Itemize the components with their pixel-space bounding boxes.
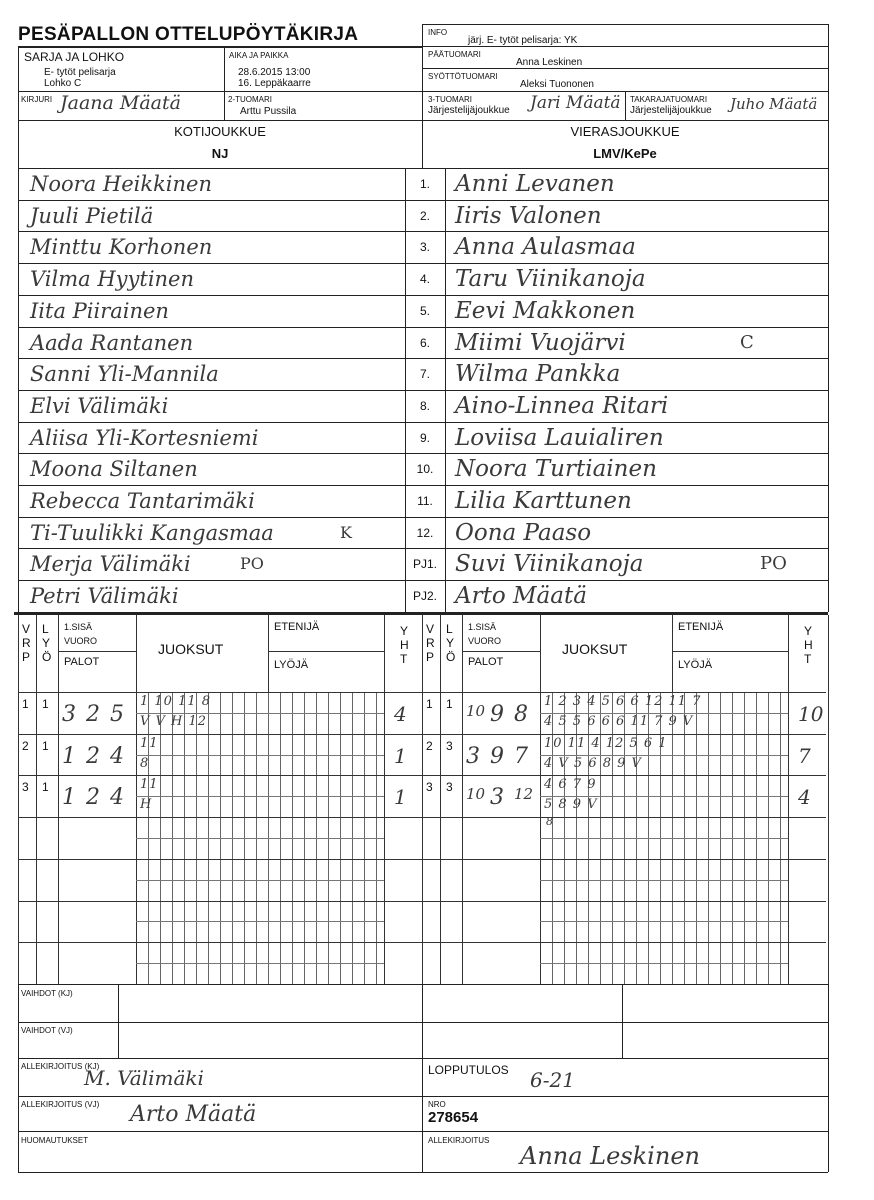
home-player-name: Iita Piirainen [30, 298, 169, 323]
period-runs-bottom: V V H 12 [140, 714, 208, 729]
score-header-juoksut: JUOKSUT [158, 641, 224, 657]
home-player-name: Ti-Tuulikki Kangasmaa [30, 520, 274, 545]
lopputulos-value: 6-21 [530, 1068, 575, 1092]
home-player-mark: K [340, 522, 352, 542]
home-player-mark: PO [240, 554, 264, 574]
score-header-yht_h: H [400, 638, 409, 652]
score-header-vuoro: VUORO [468, 636, 502, 646]
period-palot: 10 [466, 785, 486, 804]
away-player-name: Anni Levanen [455, 171, 615, 197]
score-header-yht_y: Y [400, 624, 409, 638]
score-header-l: L [446, 622, 453, 636]
nro-label: NRO [428, 1100, 446, 1109]
home-player-name: Aada Rantanen [30, 330, 194, 355]
aika-value-2: 16. Leppäkaarre [238, 78, 311, 89]
score-header-r: R [426, 636, 435, 650]
score-header-o: Ö [42, 650, 52, 664]
period-palot: 8 [514, 702, 528, 727]
home-player-name: Vilma Hyytinen [30, 267, 195, 292]
period-vrp: 2 [426, 738, 433, 753]
period-total: 1 [394, 743, 407, 768]
period-palot: 10 [466, 702, 486, 720]
away-player-name: Loviisa Lauialiren [455, 424, 664, 451]
paatuomari-label: PÄÄTUOMARI [428, 50, 481, 59]
away-player-name: Suvi Viinikanoja [455, 551, 644, 578]
score-header-sisa: 1.SISÄ [64, 622, 93, 632]
tuomari2-label: 2-TUOMARI [228, 95, 272, 104]
period-runs-bottom: 4 5 5 6 6 6 11 7 9 V [544, 714, 694, 729]
period-runs-top: 1 10 11 8 [140, 694, 212, 709]
roster-number: PJ2. [412, 589, 437, 604]
roster-number: 11. [417, 494, 433, 508]
score-header-y: Y [446, 636, 455, 650]
period-palot: 1 [62, 743, 76, 769]
score-header-p: P [426, 650, 435, 664]
sarja-label: SARJA JA LOHKO [24, 50, 125, 64]
kirjuri-label: KIRJURI [21, 95, 53, 104]
away-player-name: Anna Aulasmaa [455, 234, 636, 261]
period-total: 4 [394, 702, 407, 726]
allekirjoitus-label: ALLEKIRJOITUS [428, 1136, 490, 1145]
home-player-name: Minttu Korhonen [30, 235, 213, 260]
period-ly: 3 [446, 738, 453, 753]
form-title: PESÄPALLON OTTELUPÖYTÄKIRJA [18, 24, 359, 45]
period-palot: 3 [466, 743, 480, 769]
period-ly: 1 [446, 697, 453, 711]
period-runs-bottom: 4 V 5 6 8 9 V [544, 755, 642, 771]
info-label: INFO [428, 28, 448, 37]
aika-label: AIKA JA PAIKKA [229, 51, 289, 60]
roster-number: 7. [419, 367, 430, 382]
period-runs-top: 4 6 7 9 [544, 777, 597, 793]
period-vrp: 2 [22, 738, 29, 753]
nro-value: 278654 [428, 1109, 479, 1126]
score-header-p: P [22, 650, 31, 664]
away-player-name: Aino-Linnea Ritari [455, 392, 669, 419]
allekirjoitus-kj-label: ALLEKIRJOITUS (KJ) [21, 1062, 100, 1071]
period-total: 10 [798, 702, 824, 726]
score-header-vuoro: VUORO [64, 636, 98, 646]
syottotuomari-label: SYÖTTÖTUOMARI [428, 72, 498, 81]
roster-number: 12. [416, 525, 434, 540]
period-runs-bottom: 5 8 9 V [544, 797, 598, 813]
aika-value-1: 28.6.2015 13:00 [238, 67, 311, 78]
score-header-v: V [426, 622, 435, 636]
roster-number: 3. [419, 240, 430, 255]
away-player-name: Noora Turtiainen [455, 456, 657, 483]
period-palot: 3 [490, 785, 504, 811]
sarja-value-2: Lohko C [44, 78, 82, 89]
roster-number: PJ1. [412, 557, 437, 572]
info-value: järj. E- tytöt pelisarja: YK [468, 35, 578, 46]
period-ly: 3 [446, 780, 453, 795]
score-header-palot: PALOT [468, 656, 504, 668]
home-player-name: Merja Välimäki [30, 552, 191, 577]
away-player-name: Eevi Makkonen [455, 297, 636, 324]
home-player-name: Juuli Pietilä [30, 203, 154, 228]
away-player-name: Wilma Pankka [455, 361, 621, 388]
score-header-yht_h: H [804, 638, 813, 652]
huomautukset-label: HUOMAUTUKSET [21, 1136, 89, 1145]
away-player-name: Lilia Karttunen [455, 488, 632, 514]
takaraja-hand: Juho Mäatä [730, 95, 818, 113]
sarja-value-1: E- tytöt pelisarja [44, 67, 116, 78]
vaihdot-kj-label: VAIHDOT (KJ) [21, 989, 73, 998]
home-player-name: Aliisa Yli-Kortesniemi [30, 425, 259, 450]
score-header-yht_t: T [804, 652, 812, 666]
period-palot: 2 [86, 702, 100, 727]
roster-number: 5. [419, 303, 430, 318]
away-player-mark: PO [760, 553, 787, 575]
roster-number: 4. [419, 272, 430, 287]
score-header-sisa: 1.SISÄ [468, 622, 497, 632]
home-player-name: Petri Välimäki [30, 584, 179, 609]
score-header-lyoja: LYÖJÄ [678, 659, 713, 671]
home-player-name: Noora Heikkinen [30, 172, 212, 196]
period-vrp: 3 [426, 780, 433, 795]
score-header-juoksut: JUOKSUT [562, 641, 628, 657]
home-player-name: Sanni Yli-Mannila [30, 362, 219, 387]
period-palot: 3 [62, 702, 76, 727]
score-header-r: R [22, 636, 31, 650]
period-palot: 12 [514, 785, 534, 804]
period-ly: 1 [42, 738, 49, 753]
period-palot: 9 [490, 702, 504, 727]
score-header-yht_t: T [400, 652, 408, 666]
allekirjoitus-vj-label: ALLEKIRJOITUS (VJ) [21, 1100, 100, 1109]
period-runs-extra: 8 [546, 815, 553, 829]
tuomari2-value: Arttu Pussila [240, 106, 297, 117]
tuomari3-hand: Jari Mäatä [530, 93, 621, 113]
period-palot: 2 [86, 785, 100, 811]
roster-number: 9. [419, 430, 430, 445]
roster-number: 1. [419, 177, 430, 191]
roster-number: 8. [419, 398, 430, 413]
score-header-lyoja: LYÖJÄ [274, 659, 309, 671]
score-header-etenija: ETENIJÄ [678, 621, 724, 633]
period-vrp: 1 [22, 697, 29, 711]
period-total: 7 [798, 743, 811, 768]
period-vrp: 3 [22, 780, 29, 795]
roster-number: 6. [419, 335, 430, 350]
period-palot: 4 [110, 743, 124, 769]
roster-number: 10. [416, 462, 434, 477]
tuomari3-value: Järjestelijäjoukkue [428, 105, 510, 116]
period-runs-top: 10 11 4 12 5 6 1 [544, 735, 668, 751]
score-header-yht_y: Y [804, 624, 813, 638]
away-team-label: VIERASJOUKKUE [570, 124, 680, 139]
period-total: 1 [394, 785, 407, 810]
away-player-name: Oona Paaso [455, 519, 592, 546]
home-team-name: NJ [211, 146, 229, 161]
away-team-name: LMV/KePe [593, 146, 657, 161]
score-header-l: L [42, 622, 49, 636]
period-vrp: 1 [426, 697, 433, 711]
period-palot: 5 [110, 702, 124, 727]
period-ly: 1 [42, 697, 49, 711]
period-runs-top: 11 [140, 777, 159, 793]
period-palot: 1 [62, 785, 76, 811]
home-player-name: Elvi Välimäki [30, 393, 169, 418]
away-player-name: Taru Viinikanoja [455, 266, 646, 293]
vaihdot-vj-label: VAIHDOT (VJ) [21, 1026, 73, 1035]
period-palot: 4 [110, 785, 124, 811]
period-total: 4 [798, 785, 811, 810]
period-palot: 9 [490, 743, 504, 769]
signature-vj: Arto Mäatä [130, 1102, 257, 1127]
period-ly: 1 [42, 780, 49, 795]
signature-kj: M. Välimäki [84, 1066, 204, 1090]
signature-final: Anna Leskinen [520, 1142, 700, 1170]
period-palot: 2 [86, 743, 100, 769]
tuomari3-label: 3-TUOMARI [428, 95, 472, 104]
away-player-name: Arto Mäatä [455, 583, 587, 610]
score-header-y: Y [42, 636, 51, 650]
roster-number: 2. [419, 208, 430, 223]
period-palot: 7 [514, 743, 528, 769]
kirjuri-value: Jaana Mäatä [60, 92, 181, 114]
away-player-name: Miimi Vuojärvi [455, 329, 626, 356]
takaraja-value: Järjestelijäjoukkue [630, 105, 712, 116]
away-player-mark: C [740, 331, 754, 353]
period-runs-bottom: 8 [140, 755, 150, 771]
home-player-name: Moona Siltanen [30, 457, 198, 482]
takaraja-label: TAKARAJATUOMARI [630, 95, 708, 104]
away-player-name: Iiris Valonen [455, 202, 602, 229]
score-header-palot: PALOT [64, 656, 100, 668]
paatuomari-value: Anna Leskinen [516, 57, 583, 68]
score-header-etenija: ETENIJÄ [274, 621, 320, 633]
period-runs-top: 11 [140, 735, 159, 751]
syottotuomari-value: Aleksi Tuononen [520, 79, 594, 90]
score-header-o: Ö [446, 650, 456, 664]
period-runs-bottom: H [140, 797, 153, 813]
period-runs-top: 1 2 3 4 5 6 6 12 11 7 [544, 694, 702, 709]
home-player-name: Rebecca Tantarimäki [30, 489, 255, 513]
score-header-v: V [22, 622, 31, 636]
lopputulos-label: LOPPUTULOS [428, 1063, 509, 1077]
home-team-label: KOTIJOUKKUE [174, 124, 266, 139]
